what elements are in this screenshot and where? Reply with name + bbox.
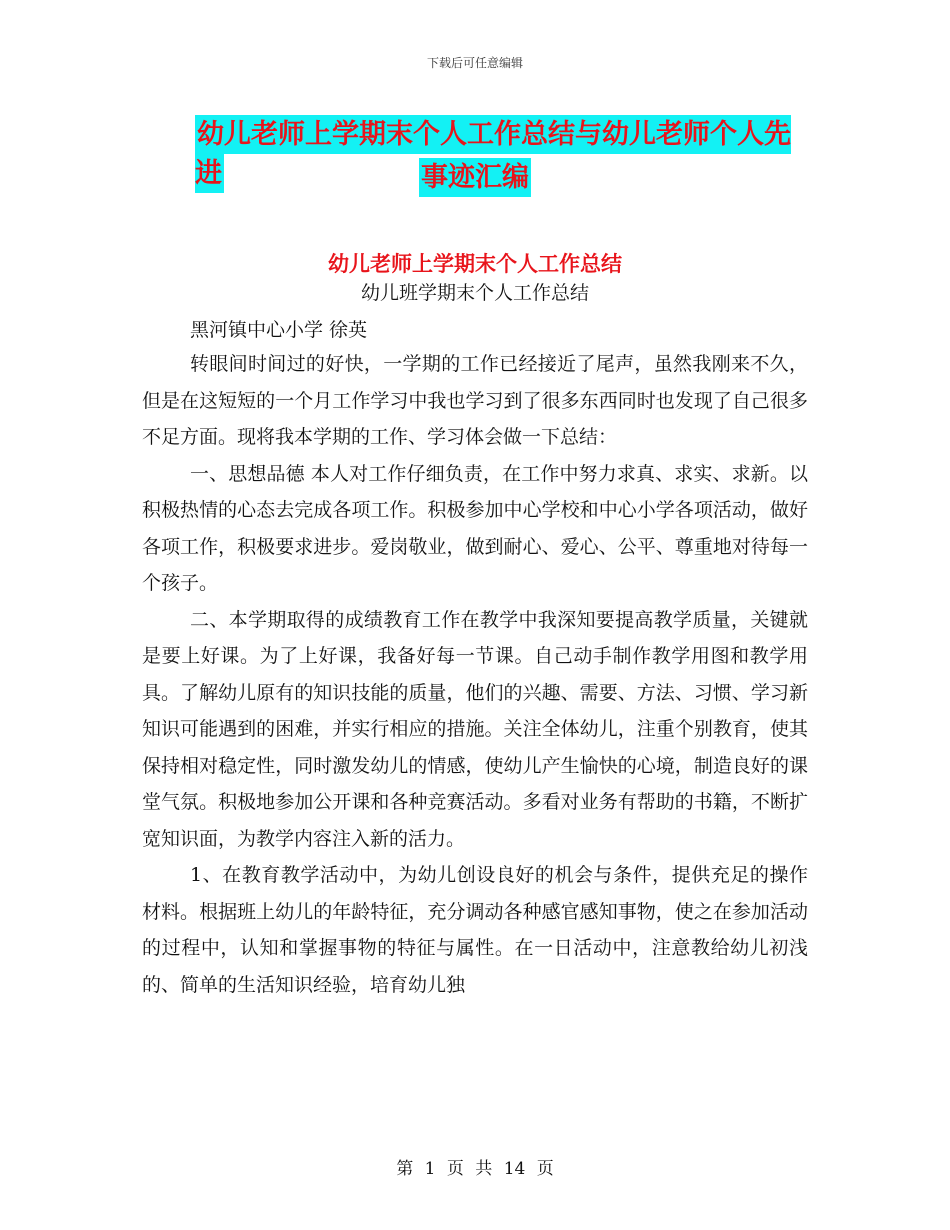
header-note: 下载后可任意编辑 bbox=[426, 56, 523, 70]
main-title-line-2 bbox=[150, 155, 800, 194]
main-title-line-1-text: 幼儿老师上学期末个人工作总结与幼儿老师个人先进 bbox=[195, 115, 791, 193]
paragraph: 1、在教育教学活动中，为幼儿创设良好的机会与条件，提供充足的操作材料。根据班上幼儿的年龄特征，充分调动各种感官感知事物，使之在参加活动的过程中，认知和掌握事物的特征与属性。在一日活动中，注意教给幼儿初浅的、简单的生活知识经验，培育幼儿独 bbox=[142, 864, 808, 996]
author-line: 黑河镇中心小学 徐英 bbox=[190, 319, 368, 341]
section-title: 幼儿老师上学期末个人工作总结 bbox=[328, 252, 622, 276]
paragraph: 一、思想品德 本人对工作仔细负责，在工作中努力求真、求实、求新。以积极热情的心态去完成各项工作。积极参加中心学校和中心小学各项活动，做好各项工作，积极要求进步。爱岗敬业，做到耐心、爱心、公平、尊重地对待每一个孩子。 bbox=[142, 462, 808, 594]
main-title-line-2-text: 事迹汇编 bbox=[419, 158, 531, 197]
page-footer: 第 1 页 共 14 页 bbox=[396, 1159, 554, 1179]
section-subtitle: 幼儿班学期末个人工作总结 bbox=[360, 282, 589, 304]
body-text bbox=[142, 346, 808, 1003]
paragraph: 转眼间时间过的好快，一学期的工作已经接近了尾声，虽然我刚来不久，但是在这短短的一个月工作学习中我也学习到了很多东西同时也发现了自己很多不足方面。现将我本学期的工作、学习体会做一下总结： bbox=[142, 353, 808, 448]
paragraph: 二、本学期取得的成绩教育工作在教学中我深知要提高教学质量，关键就是要上好课。为了上好课，我备好每一节课。自己动手制作教学用图和教学用具。了解幼儿原有的知识技能的质量，他们的兴趣、需要、方法、习惯、学习新知识可能遇到的困难，并实行相应的措施。关注全体幼儿，注重个别教育，使其保持相对稳定性，同时激发幼儿的情感，使幼儿产生愉快的心境，制造良好的课堂气氛。积极地参加公开课和各种竞赛活动。多看对业务有帮助的书籍，不断扩宽知识面，为教学内容注入新的活力。 bbox=[142, 608, 808, 850]
